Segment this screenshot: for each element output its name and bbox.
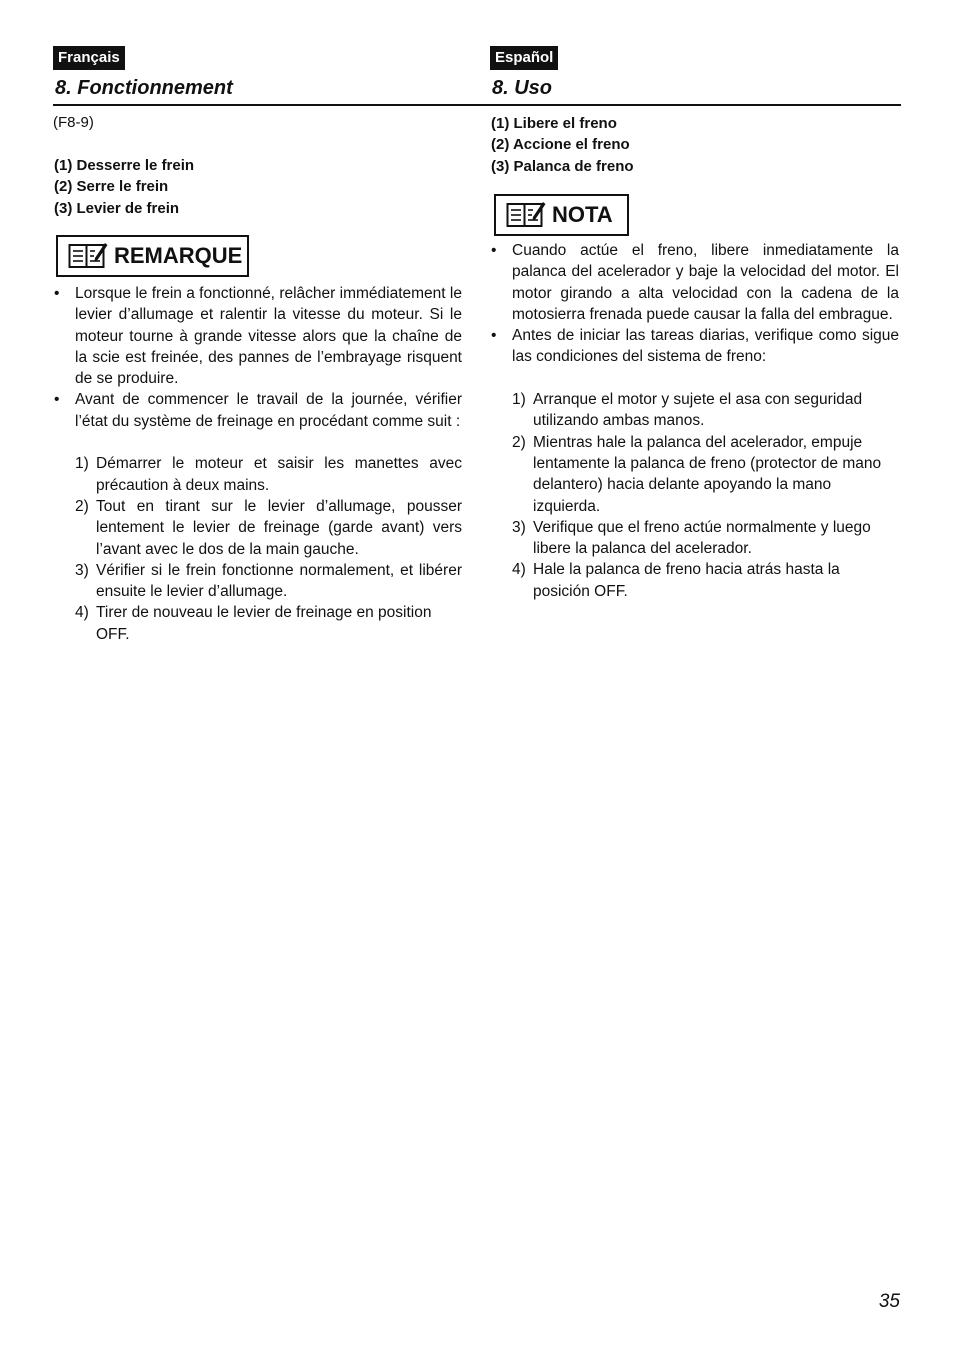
step-item xyxy=(54,453,462,496)
language-tag-spanish: Español xyxy=(490,46,558,70)
bullet-text: Cuando actúe el freno, libere inmediatamente la palanca del acelerador y baje la velocidad del motor. El motor girando a alta velocidad con la cadena de la motosierra frenada puede causar la falla del embrague. xyxy=(512,242,899,323)
french-header xyxy=(53,46,462,100)
section-title-spanish: 8. Uso xyxy=(492,77,553,99)
step-number: 3) xyxy=(75,561,89,579)
nota-note-box xyxy=(494,194,629,236)
bullet-item: • Avant de commencer le travail de la journée, vérifier l’état du système de freinage en procédant comme suit : xyxy=(54,391,462,430)
step-item xyxy=(491,389,899,432)
note-label-spanish: NOTA xyxy=(552,202,613,227)
step-number: 1) xyxy=(512,391,526,409)
step-item xyxy=(54,496,462,560)
step-number: 2) xyxy=(512,433,526,451)
part-item: (2) Serre le frein xyxy=(54,178,169,196)
bullet-text: Avant de commencer le travail de la journée, vérifier l’état du système de freinage en procédant comme suit : xyxy=(75,391,462,430)
part-item: (1) Libere el freno xyxy=(491,115,617,132)
step-text: Démarrer le moteur et saisir les manettes avec précaution à deux mains. xyxy=(96,455,462,494)
section-title-french: 8. Fonctionnement xyxy=(55,77,233,99)
bullet-text: Lorsque le frein a fonctionné, relâcher immédiatement le levier d’allumage et ralentir la vitesse du moteur. Si le moteur tourne à grande vitesse alors que la chaîne de la scie est freinée, des pannes de l’embrayage risquent de se produire. xyxy=(75,285,462,388)
spanish-header xyxy=(490,46,899,100)
remarque-note-box xyxy=(56,235,249,277)
step-text: Mientras hale la palanca del acelerador, empuje lentamente la palanca de freno (protector de mano delantero) hacia delante apoyando la mano izquierda. xyxy=(533,433,882,515)
step-number: 4) xyxy=(512,561,526,579)
language-tag-french: Français xyxy=(53,46,125,70)
step-item xyxy=(491,517,899,560)
step-number: 4) xyxy=(75,604,89,622)
bullet-item: • Antes de iniciar las tareas diarias, verifique como sigue las condiciones del sistema de freno: xyxy=(491,327,899,366)
step-text: Vérifier si le frein fonctionne normalement, et libérer ensuite le levier d’allumage. xyxy=(96,561,462,601)
note-label-french: REMARQUE xyxy=(114,243,243,268)
bullet-item: • Lorsque le frein a fonctionné, relâcher immédiatement le levier d’allumage et ralentir la vitesse du moteur. Si le moteur tourne à grande vitesse alors que la chaîne de la scie est freinée, des pannes de l’embrayage risquent de se produire. xyxy=(54,285,462,388)
step-text: Tout en tirant sur le levier d’allumage, pousser lentement le levier de freinage (garde avant) vers l’avant avec le dos de la main gauche. xyxy=(96,497,462,558)
parts-list-french xyxy=(54,155,194,219)
note-content-french xyxy=(54,283,462,645)
part-item: (3) Palanca de freno xyxy=(491,157,634,175)
part-item: (3) Levier de frein xyxy=(54,199,180,217)
step-number: 3) xyxy=(512,518,526,536)
step-text: Arranque el motor y sujete el asa con seguridad utilizando ambas manos. xyxy=(533,391,863,430)
step-text: Hale la palanca de freno hacia atrás hasta la posición OFF. xyxy=(533,561,840,600)
step-item xyxy=(54,560,462,603)
part-item: (1) Desserre le frein xyxy=(54,157,195,174)
step-number: 2) xyxy=(75,497,89,515)
figure-reference: (F8-9) xyxy=(53,114,94,131)
step-text: Verifique que el freno actúe normalmente y luego libere la palanca del acelerador. xyxy=(533,518,871,558)
note-content-spanish xyxy=(491,240,899,602)
part-item: (2) Accione el freno xyxy=(491,136,630,154)
parts-list-spanish xyxy=(491,113,634,177)
header-divider xyxy=(53,104,901,106)
step-text: Tirer de nouveau le levier de freinage en position OFF. xyxy=(96,604,432,643)
bullet-item: • Cuando actúe el freno, libere inmediatamente la palanca del acelerador y baje la velocidad del motor. El motor girando a alta velocidad con la cadena de la motosierra frenada puede causar la falla del embrague. xyxy=(491,242,899,323)
bullet-text: Antes de iniciar las tareas diarias, verifique como sigue las condiciones del sistema de freno: xyxy=(512,327,899,366)
step-item xyxy=(54,602,462,645)
step-item xyxy=(491,559,899,602)
page-number: 35 xyxy=(878,1291,900,1312)
notebook-pencil-icon xyxy=(68,241,108,271)
notebook-pencil-icon xyxy=(506,200,546,230)
step-item xyxy=(491,432,899,517)
step-number: 1) xyxy=(75,455,89,473)
